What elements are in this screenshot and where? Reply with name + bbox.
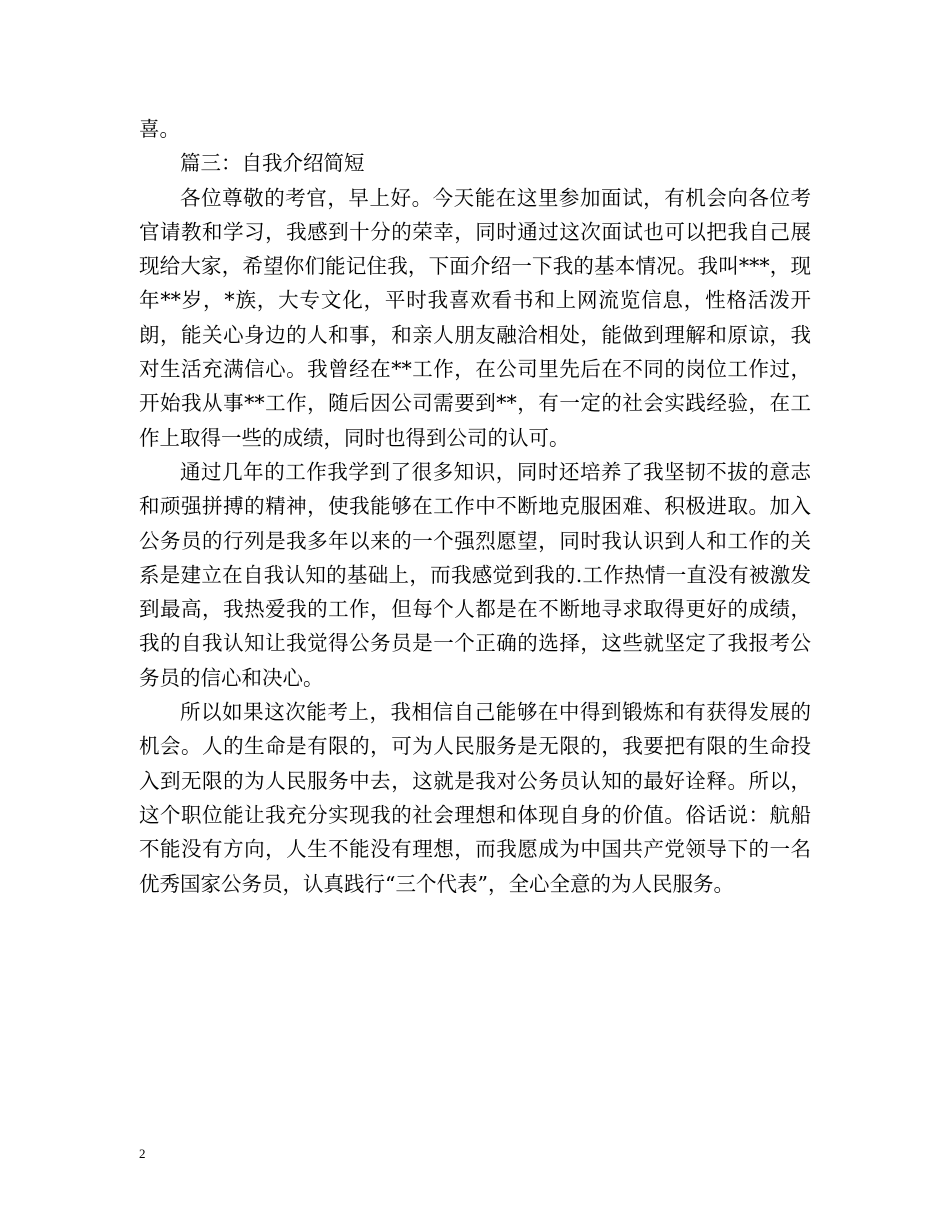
paragraph-conclusion: 所以如果这次能考上，我相信自己能够在中得到锻炼和有获得发展的机会。人的生命是有限的，可为人民服务是无限的，我要把有限的生命投入到无限的为人民服务中去，这就是我对公务员认知的最好诠释。所以，这个职位能让我充分实现我的社会理想和体现自身的价值。俗话说：航船不能没有方向，人生不能没有理想，而我愿成为中国共产党领导下的一名优秀国家公务员，认真践行“三个代表”，全心全意的为人民服务。: [139, 700, 811, 896]
paragraph-introduction: 各位尊敬的考官，早上好。今天能在这里参加面试，有机会向各位考官请教和学习，我感到十分的荣幸，同时通过这次面试也可以把我自己展现给大家，希望你们能记住我，下面介绍一下我的基本情况。我叫***，现年**岁，*族，大专文化，平时我喜欢看书和上网流览信息，性格活泼开朗，能关心身边的人和事，和亲人朋友融洽相处，能做到理解和原谅，我对生活充满信心。我曾经在**工作，在公司里先后在不同的岗位工作过，开始我从事**工作，随后因公司需要到**，有一定的社会实践经验，在工作上取得一些的成绩，同时也得到公司的认可。: [139, 185, 811, 450]
section-heading: 篇三：自我介绍简短: [180, 151, 365, 176]
document-body: [139, 112, 811, 901]
paragraph-work-experience: 通过几年的工作我学到了很多知识，同时还培养了我坚韧不拔的意志和顽强拼搏的精神，使我能够在工作中不断地克服困难、积极进取。加入公务员的行列是我多年以来的一个强烈愿望，同时我认识到人和工作的关系是建立在自我认知的基础上，而我感觉到我的.工作热情一直没有被激发到最高，我热爱我的工作，但每个人都是在不断地寻求取得更好的成绩，我的自我认知让我觉得公务员是一个正确的选择，这些就坚定了我报考公务员的信心和决心。: [139, 459, 811, 690]
page-number: 2: [139, 1146, 146, 1161]
paragraph-continuation: 喜。: [139, 117, 180, 141]
